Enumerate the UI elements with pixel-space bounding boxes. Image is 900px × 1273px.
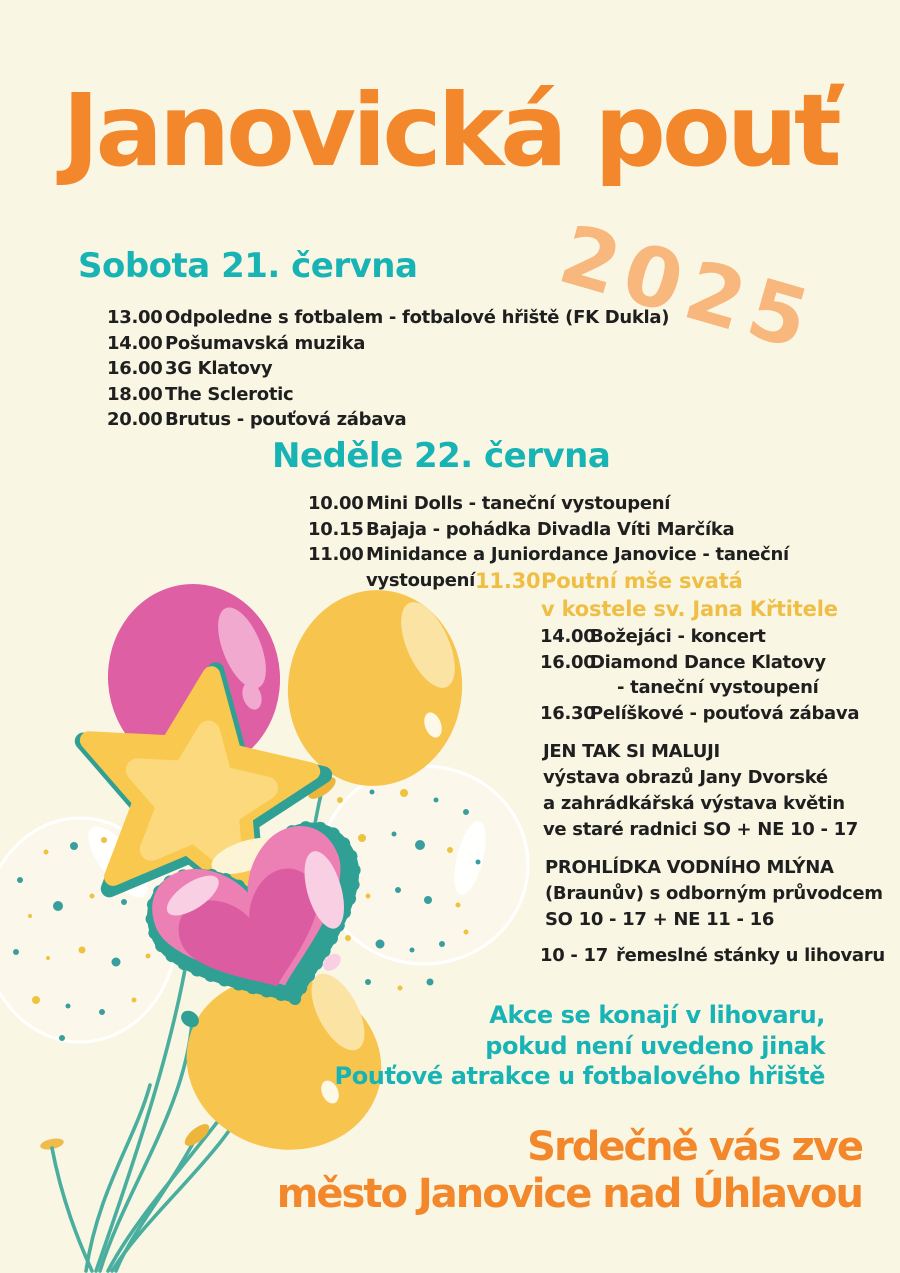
schedule-row xyxy=(107,305,669,331)
schedule-row xyxy=(107,331,669,357)
event-label: Pelíškové - pouťová zábava xyxy=(590,702,860,724)
event-time: 10 - 17 xyxy=(540,945,609,966)
event-time: 10.15 xyxy=(308,518,364,540)
footer-line: město Janovice nad Úhlavou xyxy=(276,1171,862,1217)
schedule-row xyxy=(107,356,669,382)
event-label: Božejáci - koncert xyxy=(590,626,766,647)
schedule-row xyxy=(475,567,838,595)
exhibition-vodni-mlyn xyxy=(545,855,883,933)
info-line: ve staré radnici SO + NE 10 - 17 xyxy=(543,819,859,840)
schedule-row xyxy=(540,650,859,676)
event-time: 11.30 xyxy=(475,569,541,593)
event-time: 18.00 xyxy=(107,383,163,405)
saturday-heading: Sobota 21. června xyxy=(78,246,418,286)
poster-title: Janovická pouť xyxy=(62,72,838,189)
schedule-row xyxy=(308,491,900,517)
schedule-row xyxy=(107,407,669,433)
event-time: 14.00 xyxy=(540,626,596,647)
event-label: Bajaja - pohádka Divadla Víti Marčíka xyxy=(366,518,735,540)
schedule-row xyxy=(540,701,859,727)
poster-year: 2025 xyxy=(549,207,827,371)
venue-note xyxy=(485,1000,825,1062)
event-label: Odpoledne s fotbalem - fotbalové hřiště (FK Dukla) xyxy=(165,307,670,328)
info-line: (Braunův) s odborným průvodcem xyxy=(545,883,883,904)
event-time: 10.00 xyxy=(308,493,364,514)
exhibition-jen-tak-si-maluji xyxy=(543,739,858,843)
event-time xyxy=(540,675,590,701)
event-label: Mini Dolls - taneční vystoupení xyxy=(366,493,671,514)
schedule-row xyxy=(308,517,900,543)
info-line: výstava obrazů Jany Dvorské xyxy=(543,767,828,788)
saturday-schedule xyxy=(107,305,669,433)
info-line: PROHLÍDKA VODNÍHO MLÝNA xyxy=(545,857,834,878)
mass-location: v kostele sv. Jana Křtitele xyxy=(541,597,838,621)
event-time: 20.00 xyxy=(107,409,163,430)
event-label: Pošumavská muzika xyxy=(165,332,366,354)
venue-note-line: Akce se konají v lihovaru, xyxy=(489,1001,825,1029)
event-label: Minidance a Juniordance Janovice - taneční vystoupení xyxy=(366,544,789,591)
event-label: 3G Klatovy xyxy=(165,358,273,379)
sunday-afternoon-schedule xyxy=(540,624,859,726)
event-time: 16.00 xyxy=(540,651,596,673)
schedule-row xyxy=(540,675,859,701)
event-label: Brutus - pouťová zábava xyxy=(165,409,407,430)
event-time: 13.00 xyxy=(107,307,163,328)
event-time: 14.00 xyxy=(107,332,163,354)
info-line: JEN TAK SI MALUJI xyxy=(543,741,720,762)
schedule-row xyxy=(540,624,859,650)
craft-stalls-note xyxy=(540,943,885,969)
info-line: SO 10 - 17 + NE 11 - 16 xyxy=(545,909,775,930)
footer-invitation xyxy=(277,1124,862,1218)
mass-note xyxy=(475,567,838,623)
event-time: 11.00 xyxy=(308,544,364,565)
event-label: Poutní mše svatá xyxy=(541,569,743,593)
event-time: 16.00 xyxy=(107,358,163,379)
event-label: - taneční vystoupení xyxy=(617,677,819,698)
footer-line: Srdečně vás zve xyxy=(527,1124,862,1170)
venue-note-line: pokud není uvedeno jinak xyxy=(485,1032,825,1060)
sunday-heading: Neděle 22. června xyxy=(272,436,611,476)
event-label: řemeslné stánky u lihovaru xyxy=(616,945,885,966)
event-label: The Sclerotic xyxy=(165,383,294,405)
schedule-row xyxy=(107,382,669,408)
attractions-note: Pouťové atrakce u fotbalového hřiště xyxy=(334,1062,825,1090)
event-label: Diamond Dance Klatovy xyxy=(590,651,826,673)
event-time: 16.30 xyxy=(540,702,596,724)
info-line: a zahrádkářská výstava květin xyxy=(543,793,845,814)
